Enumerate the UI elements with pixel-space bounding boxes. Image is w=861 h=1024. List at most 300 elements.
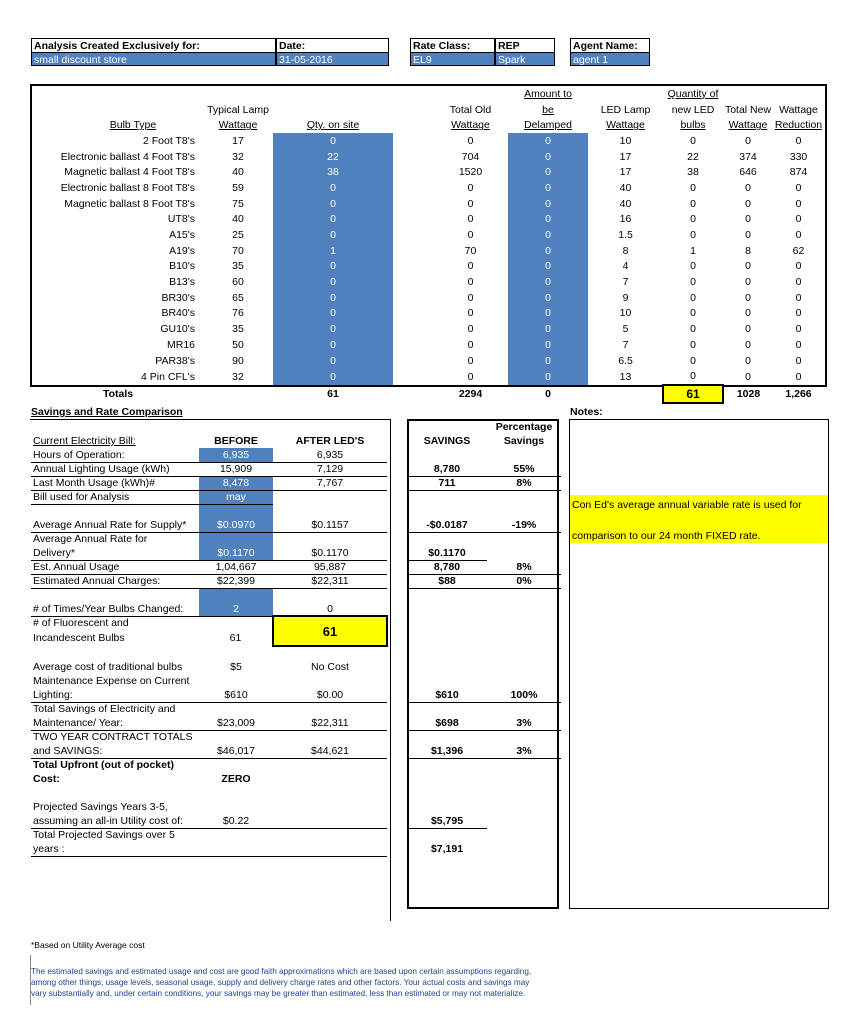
- new-led-qty: 0: [690, 181, 696, 194]
- typical-wattage: 32: [232, 370, 244, 383]
- wattage-reduction: 0: [795, 213, 802, 226]
- agent-value[interactable]: agent 1: [570, 52, 650, 66]
- annual-after: 7,129: [273, 462, 387, 476]
- qty-on-site[interactable]: 1: [273, 243, 393, 259]
- bulb-row: [33, 243, 824, 259]
- proj-label-2: assuming an all-in Utility cost of:: [31, 814, 199, 828]
- new-led-qty: 0: [690, 197, 696, 210]
- delivery-before[interactable]: $0.1170: [199, 546, 273, 560]
- total-new-wattage: 0: [745, 181, 751, 194]
- bulb-type: UT8's: [167, 213, 195, 226]
- qty-on-site[interactable]: 0: [273, 180, 393, 196]
- led-wattage: 5: [622, 323, 629, 336]
- qty-on-site[interactable]: 38: [273, 164, 393, 180]
- lastmonth-savings: 711: [407, 476, 487, 490]
- total-new-wattage: 8: [745, 244, 751, 257]
- total-new-wattage: 0: [745, 370, 751, 383]
- savings-title: Savings and Rate Comparison: [31, 406, 183, 418]
- wattage-reduction: 0: [795, 181, 802, 194]
- total-new-wattage: 0: [745, 213, 751, 226]
- spacer: [393, 353, 433, 369]
- amount-delamped[interactable]: 0: [508, 180, 588, 196]
- col-after: AFTER LED'S: [295, 435, 365, 447]
- totals-old: 2294: [458, 387, 483, 400]
- qty-on-site[interactable]: 22: [273, 149, 393, 165]
- led-wattage: 4: [622, 260, 629, 273]
- fluor-label-1: # of Fluorescent and: [33, 617, 129, 630]
- two-label-1: TWO YEAR CONTRACT TOTALS: [33, 731, 193, 744]
- total-old-wattage: 0: [467, 229, 474, 242]
- upfront-before: ZERO: [221, 773, 251, 785]
- spacer: [393, 133, 433, 149]
- amount-delamped[interactable]: 0: [508, 227, 588, 243]
- estusage-savings: 8,780: [407, 560, 487, 574]
- total-old-wattage: 0: [467, 197, 474, 210]
- qty-on-site[interactable]: 0: [273, 353, 393, 369]
- header-totnew-2: Wattage: [728, 119, 768, 132]
- date-label: Date:: [276, 38, 389, 52]
- led-wattage: 7: [622, 276, 629, 289]
- new-led-qty: 22: [687, 150, 699, 163]
- billused-label: Bill used for Analysis: [31, 490, 199, 504]
- proj5-savings: $7,191: [430, 843, 464, 855]
- col-pct-2: Savings: [503, 435, 545, 447]
- billused-before[interactable]: may: [199, 490, 273, 504]
- notes-frame: [569, 419, 829, 909]
- wattage-reduction: 0: [795, 197, 802, 210]
- disclaimer-line-1: The estimated savings and estimated usage and cost are good faith approximations which are based upon certain assumptions regarding,: [31, 967, 532, 976]
- wattage-reduction: 0: [795, 276, 802, 289]
- delivery-label-1: Average Annual Rate for: [33, 533, 148, 546]
- amount-delamped[interactable]: 0: [508, 133, 588, 149]
- total-old-wattage: 0: [467, 181, 474, 194]
- header-led-1: LED Lamp: [600, 103, 651, 116]
- fluor-before: 61: [229, 632, 242, 644]
- typical-wattage: 60: [232, 276, 244, 289]
- new-led-qty: 0: [690, 134, 696, 147]
- led-wattage: 10: [619, 134, 632, 147]
- qty-on-site[interactable]: 0: [273, 337, 393, 353]
- current-bill-label: Current Electricity Bill:: [33, 435, 136, 447]
- upfront-label-1: Total Upfront (out of pocket): [33, 759, 174, 772]
- typical-wattage: 75: [232, 197, 244, 210]
- wattage-reduction: 0: [795, 338, 802, 351]
- new-led-qty: 1: [690, 244, 696, 257]
- totals-delamped: 0: [545, 387, 551, 400]
- delivery-label-2: Delivery*: [31, 546, 199, 560]
- bulb-type: Magnetic ballast 4 Foot T8's: [64, 166, 195, 179]
- header-typical-1: Typical Lamp: [207, 103, 269, 116]
- header-qty: Qty. on site: [306, 119, 360, 132]
- wattage-reduction: 0: [795, 307, 802, 320]
- analysis-label: Analysis Created Exclusively for:: [31, 38, 276, 52]
- estusage-before: 1,04,667: [199, 560, 273, 574]
- based-note: *Based on Utility Average cost: [31, 940, 145, 950]
- spacer: [393, 321, 433, 337]
- annual-savings: 8,780: [407, 462, 487, 476]
- qty-on-site[interactable]: 0: [273, 321, 393, 337]
- typical-wattage: 90: [232, 354, 244, 367]
- bulb-type: A19's: [169, 244, 195, 257]
- estcharges-label: Estimated Annual Charges:: [31, 574, 199, 588]
- avgcost-label: Average cost of traditional bulbs: [33, 661, 183, 673]
- bulb-row: [33, 306, 824, 322]
- rep-value[interactable]: Spark: [495, 52, 555, 66]
- header-qtynew-1: Quantity of: [667, 87, 719, 100]
- proj5-label-1: Total Projected Savings over 5: [33, 829, 175, 842]
- typical-wattage: 70: [232, 244, 244, 257]
- led-wattage: 1.5: [618, 229, 633, 242]
- avgcost-after: No Cost: [311, 661, 349, 673]
- annual-pct: 55%: [487, 462, 561, 476]
- new-led-qty: 0: [690, 260, 696, 273]
- typical-wattage: 17: [232, 134, 244, 147]
- disclaimer-line-2: among other things, usage levels, seasonal usage, supply and delivery charge rates and other factors. Your actual costs and savings may: [31, 978, 530, 987]
- wattage-reduction: 0: [795, 370, 802, 383]
- new-led-qty: 0: [690, 354, 696, 367]
- col-savings: SAVINGS: [423, 435, 471, 447]
- typical-wattage: 59: [232, 181, 244, 194]
- two-after: $44,621: [273, 744, 387, 758]
- maint-pct: 100%: [487, 688, 561, 702]
- spacer: [393, 368, 433, 385]
- qty-on-site[interactable]: 0: [273, 290, 393, 306]
- amount-delamped[interactable]: 0: [508, 164, 588, 180]
- spacer: [393, 243, 433, 259]
- spacer: [393, 337, 433, 353]
- typical-wattage: 40: [232, 213, 244, 226]
- note-line-1: Con Ed's average annual variable rate is used for: [572, 499, 802, 511]
- total-savings: $698: [407, 716, 487, 730]
- bulb-row: [33, 212, 824, 228]
- estcharges-after: $22,311: [273, 574, 387, 588]
- note-line-2: comparison to our 24 month FIXED rate.: [572, 530, 761, 542]
- led-wattage: 8: [622, 244, 629, 257]
- new-led-qty: 0: [690, 370, 696, 383]
- bulb-type: PAR38's: [155, 354, 195, 367]
- total-new-wattage: 0: [745, 229, 751, 242]
- proj5-label-2: years :: [31, 842, 199, 856]
- typical-wattage: 76: [232, 307, 244, 320]
- new-led-qty: 0: [690, 323, 696, 336]
- bulb-type: B10's: [169, 260, 195, 273]
- wattage-reduction: 0: [795, 134, 802, 147]
- total-old-wattage: 0: [467, 134, 474, 147]
- amount-delamped[interactable]: 0: [508, 353, 588, 369]
- spacer: [393, 306, 433, 322]
- amount-delamped[interactable]: 0: [508, 321, 588, 337]
- bulb-type: Magnetic ballast 8 Foot T8's: [64, 197, 195, 210]
- amount-delamped[interactable]: 0: [508, 337, 588, 353]
- header-amount-1: Amount to: [524, 87, 572, 100]
- spacer: [393, 290, 433, 306]
- bulb-type: 2 Foot T8's: [142, 134, 195, 147]
- new-led-qty: 38: [687, 166, 699, 179]
- total-old-wattage: 704: [461, 150, 480, 163]
- maint-after: $0.00: [273, 688, 387, 702]
- col-pct-1: Percentage: [495, 421, 553, 433]
- date-value[interactable]: 31-05-2016: [276, 52, 389, 66]
- lastmonth-pct: 8%: [487, 476, 561, 490]
- spacer: [393, 212, 433, 228]
- bulb-type: MR16: [166, 338, 195, 351]
- lastmonth-label: Last Month Usage (kWh)#: [31, 476, 199, 490]
- wattage-reduction: 62: [792, 244, 805, 257]
- amount-delamped[interactable]: 0: [508, 306, 588, 322]
- amount-delamped[interactable]: 0: [508, 259, 588, 275]
- wattage-reduction: 0: [795, 229, 802, 242]
- amount-delamped[interactable]: 0: [508, 149, 588, 165]
- analysis-value[interactable]: small discount store: [31, 52, 276, 66]
- new-led-qty: 0: [690, 213, 696, 226]
- led-wattage: 40: [619, 197, 632, 210]
- wattage-reduction: 874: [789, 166, 808, 179]
- amount-delamped[interactable]: 0: [508, 368, 588, 385]
- qty-on-site[interactable]: 0: [273, 259, 393, 275]
- lastmonth-after: 7,767: [273, 476, 387, 490]
- supply-before[interactable]: $0.0970: [199, 518, 273, 532]
- spacer: [393, 227, 433, 243]
- two-savings: $1,396: [407, 744, 487, 758]
- total-new-wattage: 0: [745, 291, 751, 304]
- estusage-pct: 8%: [487, 560, 561, 574]
- spacer: [393, 274, 433, 290]
- spacer: [393, 149, 433, 165]
- hours-before[interactable]: 6,935: [199, 448, 273, 462]
- header-qtynew-3: bulbs: [680, 119, 706, 132]
- supply-pct: -19%: [487, 518, 561, 532]
- rate-class-value[interactable]: EL9: [410, 52, 495, 66]
- new-led-qty: 0: [690, 229, 696, 242]
- bulb-type: Electronic ballast 8 Foot T8's: [60, 181, 195, 194]
- total-label-2: Maintenance/ Year:: [31, 716, 199, 730]
- led-wattage: 17: [619, 150, 632, 163]
- total-new-wattage: 0: [745, 338, 751, 351]
- totals-qty: 61: [327, 387, 339, 400]
- led-wattage: 6.5: [618, 354, 633, 367]
- total-new-wattage: 374: [739, 150, 757, 163]
- total-old-wattage: 0: [467, 338, 474, 351]
- bulb-row: [33, 290, 824, 306]
- total-new-wattage: 0: [745, 354, 751, 367]
- proj-savings: $5,795: [407, 814, 487, 828]
- bulb-row: [33, 227, 824, 243]
- led-wattage: 16: [619, 213, 632, 226]
- bulb-row: [33, 368, 824, 385]
- bulb-type: 4 Pin CFL's: [141, 370, 195, 383]
- spacer: [393, 164, 433, 180]
- qty-on-site[interactable]: 0: [273, 306, 393, 322]
- total-old-wattage: 0: [467, 291, 474, 304]
- total-new-wattage: 0: [745, 307, 751, 320]
- total-old-wattage: 0: [467, 213, 474, 226]
- header-total-old-2: Wattage: [451, 119, 490, 132]
- supply-label: Average Annual Rate for Supply*: [31, 518, 199, 532]
- led-wattage: 40: [619, 181, 632, 194]
- led-wattage: 17: [619, 166, 632, 179]
- estusage-after: 95,887: [273, 560, 387, 574]
- bulb-row: [33, 353, 824, 369]
- annual-before: 15,909: [199, 462, 273, 476]
- spacer: [393, 259, 433, 275]
- bulb-row: [33, 180, 824, 196]
- total-label-1: Total Savings of Electricity and: [33, 703, 176, 716]
- typical-wattage: 32: [232, 150, 244, 163]
- bulb-type: Electronic ballast 4 Foot T8's: [60, 150, 195, 163]
- col-before: BEFORE: [214, 435, 258, 447]
- agent-label: Agent Name:: [570, 38, 650, 52]
- total-new-wattage: 0: [745, 323, 751, 336]
- header-amount-3: Delamped: [524, 119, 572, 132]
- total-new-wattage: 0: [745, 134, 751, 147]
- bulb-type: A15's: [169, 229, 195, 242]
- times-before[interactable]: 2: [199, 602, 273, 616]
- rep-label: REP: [495, 38, 555, 52]
- proj-before: $0.22: [199, 814, 273, 828]
- total-old-wattage: 0: [467, 370, 474, 383]
- header-bulb-type: Bulb Type: [109, 119, 157, 132]
- totals-reduction: 1,266: [785, 387, 812, 400]
- wattage-reduction: 0: [795, 291, 802, 304]
- bulb-row: [33, 164, 824, 180]
- fluor-label-2: Incandescent Bulbs: [33, 632, 125, 644]
- total-new-wattage: 0: [745, 260, 751, 273]
- total-old-wattage: 0: [467, 307, 474, 320]
- typical-wattage: 65: [232, 291, 244, 304]
- bulb-table: [33, 86, 824, 404]
- bulb-row: [33, 337, 824, 353]
- bulb-row: [33, 259, 824, 275]
- amount-delamped[interactable]: 0: [508, 290, 588, 306]
- header-total-old-1: Total Old: [449, 103, 492, 116]
- two-pct: 3%: [487, 744, 561, 758]
- bulb-row: [33, 321, 824, 337]
- header-led-2: Wattage: [606, 119, 645, 132]
- total-old-wattage: 1520: [458, 166, 483, 179]
- two-label-2: and SAVINGS:: [31, 744, 199, 758]
- bulb-type: GU10's: [160, 323, 195, 336]
- bulb-type: BR30's: [161, 291, 195, 304]
- qty-on-site[interactable]: 0: [273, 274, 393, 290]
- delivery-after: $0.1170: [273, 546, 387, 560]
- hours-after: 6,935: [273, 448, 387, 462]
- new-led-qty: 0: [690, 291, 696, 304]
- header-qtynew-2: new LED: [671, 103, 715, 116]
- supply-savings: -$0.0187: [407, 518, 487, 532]
- new-led-qty: 0: [690, 276, 696, 289]
- bulb-row: [33, 274, 824, 290]
- totals-new-wattage: 1028: [736, 387, 761, 400]
- lastmonth-before[interactable]: 8,478: [199, 476, 273, 490]
- new-led-qty: 0: [690, 307, 696, 320]
- wattage-reduction: 0: [795, 354, 802, 367]
- estcharges-savings: $88: [407, 574, 487, 588]
- amount-delamped[interactable]: 0: [508, 274, 588, 290]
- total-pct: 3%: [487, 716, 561, 730]
- total-after: $22,311: [273, 716, 387, 730]
- maint-before: $610: [199, 688, 273, 702]
- avgcost-before: $5: [230, 661, 242, 673]
- led-wattage: 10: [619, 307, 632, 320]
- header-red-2: Reduction: [774, 119, 823, 132]
- wattage-reduction: 330: [789, 150, 808, 163]
- bulb-row: [33, 133, 824, 149]
- total-old-wattage: 70: [464, 244, 477, 257]
- qty-on-site[interactable]: 0: [273, 227, 393, 243]
- typical-wattage: 35: [232, 323, 244, 336]
- total-old-wattage: 0: [467, 323, 474, 336]
- estcharges-before: $22,399: [199, 574, 273, 588]
- supply-after: $0.1157: [273, 518, 387, 532]
- two-before: $46,017: [199, 744, 273, 758]
- header-typical-2: Wattage: [218, 119, 258, 132]
- qty-on-site[interactable]: 0: [273, 212, 393, 228]
- new-led-qty: 0: [690, 338, 696, 351]
- total-new-wattage: 0: [745, 197, 751, 210]
- typical-wattage: 35: [232, 260, 244, 273]
- bulb-row: [33, 149, 824, 165]
- maint-label-2: Lighting:: [31, 688, 199, 702]
- total-old-wattage: 0: [467, 276, 474, 289]
- led-wattage: 13: [619, 370, 632, 383]
- bulb-type: BR40's: [161, 307, 195, 320]
- led-wattage: 7: [622, 338, 629, 351]
- times-label: # of Times/Year Bulbs Changed:: [31, 602, 199, 616]
- amount-delamped[interactable]: 0: [508, 212, 588, 228]
- total-before: $23,009: [199, 716, 273, 730]
- typical-wattage: 50: [232, 338, 244, 351]
- header-totnew-1: Total New: [724, 103, 772, 116]
- total-new-wattage: 0: [745, 276, 751, 289]
- estusage-label: Est. Annual Usage: [31, 560, 199, 574]
- estcharges-pct: 0%: [487, 574, 561, 588]
- annual-label: Annual Lighting Usage (kWh): [31, 462, 199, 476]
- typical-wattage: 25: [232, 229, 244, 242]
- typical-wattage: 40: [232, 166, 244, 179]
- bulb-type: B13's: [169, 276, 195, 289]
- bulb-row: [33, 196, 824, 212]
- led-wattage: 9: [622, 291, 629, 304]
- upfront-label-2: Cost:: [33, 773, 60, 785]
- spacer: [393, 196, 433, 212]
- header-amount-2: be: [542, 103, 554, 116]
- totals-new-qty: 61: [663, 385, 723, 403]
- notes-title: Notes:: [570, 406, 603, 418]
- proj-label-1: Projected Savings Years 3-5,: [33, 801, 168, 813]
- wattage-reduction: 0: [795, 260, 802, 273]
- hours-label: Hours of Operation:: [31, 448, 199, 462]
- qty-on-site[interactable]: 0: [273, 133, 393, 149]
- total-old-wattage: 0: [467, 260, 474, 273]
- total-old-wattage: 0: [467, 354, 474, 367]
- totals-label: Totals: [103, 387, 134, 400]
- fluor-after: 61: [273, 616, 387, 646]
- amount-delamped[interactable]: 0: [508, 243, 588, 259]
- delivery-savings: $0.1170: [407, 546, 487, 560]
- wattage-reduction: 0: [795, 323, 802, 336]
- maint-label-1: Maintenance Expense on Current: [33, 675, 190, 687]
- amount-delamped[interactable]: 0: [508, 196, 588, 212]
- total-new-wattage: 646: [739, 166, 757, 179]
- times-after: 0: [273, 602, 387, 616]
- rate-class-label: Rate Class:: [410, 38, 495, 52]
- savings-table: [31, 420, 561, 857]
- qty-on-site[interactable]: 0: [273, 196, 393, 212]
- spacer: [393, 180, 433, 196]
- header-red-1: Wattage: [779, 103, 818, 116]
- disclaimer-line-3: vary substantially and, under certain conditions, your savings may be greater than estimated, less than estimated or may not materialize.: [31, 989, 526, 998]
- qty-on-site[interactable]: 0: [273, 368, 393, 385]
